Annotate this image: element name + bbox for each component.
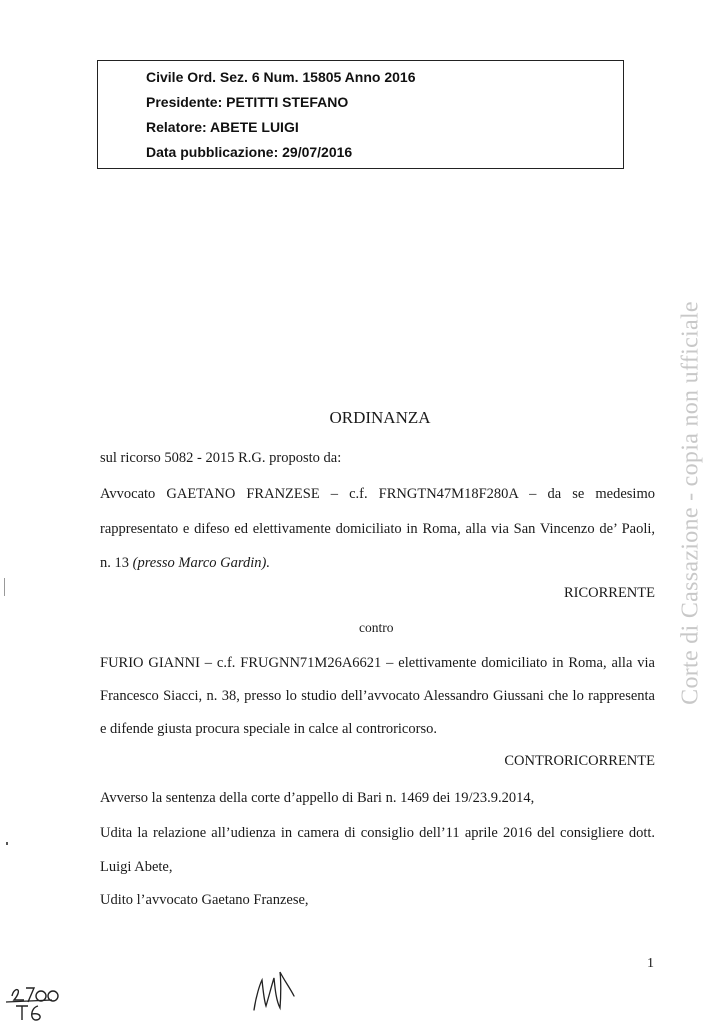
signature-icon [250, 966, 298, 1016]
udita-line-2: Luigi Abete, [100, 859, 173, 875]
watermark-text: Corte di Cassazione - copia non ufficiale [677, 301, 704, 705]
case-number-line: Civile Ord. Sez. 6 Num. 15805 Anno 2016 [146, 69, 416, 85]
ricorrente-line-2: rappresentato e difeso ed elettivamente domiciliato in Roma, alla via San Vincenzo de’ Paoli, [100, 521, 655, 537]
role-ricorrente: RICORRENTE [563, 585, 655, 601]
document-title: ORDINANZA [329, 408, 431, 427]
role-controricorrente: CONTRORICORRENTE [504, 753, 655, 769]
president-line: Presidente: PETITTI STEFANO [146, 94, 349, 110]
udita-line-1: Udita la relazione all’udienza in camera di consiglio dell’11 aprile 2016 del consigliere dott. [100, 825, 655, 841]
page-number: 1 [647, 956, 654, 971]
controricorrente-line-2: Francesco Siacci, n. 38, presso lo studio dell’avvocato Alessandro Giussani che lo rappresenta [100, 688, 655, 704]
publication-date-line: Data pubblicazione: 29/07/2016 [146, 144, 353, 160]
ricorrente-line-3 [100, 555, 270, 572]
controricorrente-line-1: FURIO GIANNI – c.f. FRUGNN71M26A6621 – elettivamente domiciliato in Roma, alla via [100, 655, 655, 671]
ricorrente-line-1: Avvocato GAETANO FRANZESE – c.f. FRNGTN47M18F280A – da se medesimo [100, 486, 655, 502]
avverso-line: Avverso la sentenza della corte d’appello di Bari n. 1469 dei 19/23.9.2014, [100, 790, 535, 806]
contro-label: contro [359, 620, 394, 635]
case-header-box [97, 60, 624, 169]
rapporteur-line: Relatore: ABETE LUIGI [146, 119, 299, 135]
margin-mark [4, 578, 5, 596]
margin-mark [6, 842, 8, 845]
handwritten-stamp-icon [2, 978, 64, 1024]
ricorrente-presso: (presso Marco Gardin). [132, 555, 270, 571]
ricorrente-address-number: n. 13 [100, 555, 133, 571]
intro-line: sul ricorso 5082 - 2015 R.G. proposto da: [100, 450, 342, 466]
controricorrente-line-3: e difende giusta procura speciale in calce al controricorso. [100, 721, 437, 737]
udito-line: Udito l’avvocato Gaetano Franzese, [100, 892, 309, 908]
